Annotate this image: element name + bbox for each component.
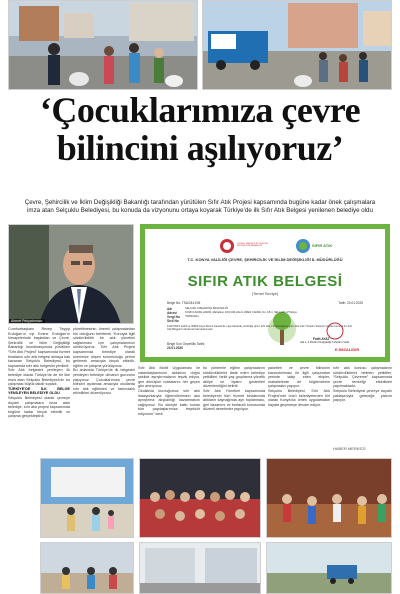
body-column-5 [268,366,330,451]
certificate-body-text: 12/07/2019 tarihli ve 30829 sayılı Resmi Gazete’de yayımlanarak yürürlüğe giren Sıfır Atık Yönetmeliği’ne göre Sıfır Atık Yönetim Sistemi’ni kuran kuruma bu Sıfır Atık Belgesi’n almasına hak kazanmıştır. [167,325,353,332]
bottom-photo-5 [139,542,261,594]
col1-paragraph-3: Selçuklu Belediyesi olarak çevreye duyarlı çalışmalara imza atan belediye, sıfır atık projesi kapsamında bugüne kadar birçok etkinlik ve çalışma gerçekleştirdi. [8,395,70,419]
certificate-signer-title: Vali a. İl Müdürü Değişikliği İl Müdürü Vekili [300,341,350,344]
top-left-photo [8,0,198,90]
certificate-date: Tarih: 23.01.2025 [338,301,363,305]
certificate-signer-name: Fatih AYAZ [313,337,330,341]
top-left-photo-image [9,1,198,90]
col5-paragraph-1: paketleri ve çevre bilincinin kazandırılması ile ilgili çalışmaları yerinde takip eden ekipler, mahallelerde de bilgilendirme çalışmaları yapıyor. [268,366,330,389]
body-column-4 [203,366,265,451]
bottom-photo-2 [139,458,261,538]
portrait-caption: Ahmet Pekyatırmacı [11,319,43,323]
bottom-photo-3-image [267,459,392,538]
certificate-logo-right-text: SIFIR ATIK [312,243,333,248]
body-column-1 [8,327,70,451]
col3-paragraph-1: Sıfır Atık Mobil Uygulaması ile vatandaşlarımızın atıklarını doğru şekilde ayrıştırmalarını teşvik ediyor, geri dönüşüm noktalarını her geçen gün artırıyoruz. [138,366,200,389]
top-right-photo-image [203,1,392,90]
col4-paragraph-2: Sıfır Atık Yönetimi kapsamında belediyenin tüm hizmet binalarında atıkların kaynağında ayrı toplanması, geri kazanımı ve bertarafı konusunda düzenli denetimler yapılıyor. [203,388,265,412]
col1-paragraph-1: Cumhurbaşkanı Recep Tayyip Erdoğan’ın eşi Emine Erdoğan’ın himayelerinde başlatılan ve Çevre, Şehircilik ve İklim Değişikliği Bakanlığı koordinasyonda yürütülen “Sıfır Atık Projesi” kapsamında hizmet binalarını sıfır atık belgesi almaya hak kazanan Selçuklu Belediyesi, bu kapsamda sıfır atık belgesini yeniledi. [8,327,70,368]
certificate-tax-value: 7600001111 [185,315,199,318]
portrait-photo [8,224,134,324]
bottom-photo-4 [40,542,134,594]
headline-line-2: bilincini aşılıyoruz’ [56,128,344,168]
col6-paragraph-2: Selçuklu Belediyesi çevreye duyarlı yaklaşımıyla geleceğe yatırım yapıyor. [333,388,392,403]
certificate-title: SIFIR ATIK BELGESİ [187,273,343,290]
certificate-tax-label: Vergi No [167,315,180,319]
top-right-photo [202,0,392,90]
col6-paragraph-1: sıfır atık konusu çalışmalarını sürdürdüklerini belirten yetkililer, “Selçuklu Çevreme” kapsamında çevre temizliği etkinlikleri yapılmaktadır. [333,366,392,389]
certificate-e-signature: E-İMZALIDIR [335,347,360,352]
body-column-3 [138,366,200,451]
certificate-name-label: Adı [167,307,173,311]
certificate-address-label: Adresi [167,311,177,315]
certificate-registry-label: Sicil No [167,319,179,323]
deck-line-2: imza atan Selçuklu Belediyesi, bu konuda da vizyonunu ortaya koyarak Türkiye’de ilk Sıfır Atık Belgesi yenilenen belediye oldu [27,207,373,214]
col2-paragraph-2: Bu anlamda Türkiye’de ilk belgesini yenileyen belediye olmanın gururunu yaşıyoruz. Çocuklarımıza çevre bilincini aşılamak amacıyla okullarda sıfır atık eğitimleri ve farkındalık etkinlikleri düzenliyoruz. [73,368,135,396]
bottom-photo-1 [40,458,134,538]
body-column-6 [333,366,392,446]
headline-line-1: ‘Çocuklarımıza çevre [39,90,361,130]
bottom-photo-3 [266,458,392,538]
certificate-subtitle: (Temel Seviye) [251,291,279,296]
col4-paragraph-1: bu yöntemle eğitim çalışmalarını sürdürdüklerini ifade eden belediye yetkilileri, farklı yaş gruplarına yönelik atölye ve tiyatro gösterileri düzenlendiğini belirtti. [203,366,265,389]
bottom-photo-4-image [41,543,134,594]
bottom-photo-6 [266,542,392,594]
certificate-logo-left-text: ÇEVRE, ŞEHİRCİLİK VE İKLİM DEĞİŞİKLİĞİ BAKANLIĞI [237,243,268,247]
certificate-number: Belge No: TSA/2441/94 [167,301,201,305]
certificate-header: T.C. KONYA VALİLİĞİ ÇEVRE, ŞEHİRCİLİK VE İKLİM DEĞİŞİKLİĞİ İL MÜDÜRLÜĞÜ [187,257,343,262]
body-column-2 [73,327,135,451]
certificate-name-value: SELÇUKLU BELEDİYE BAŞKANLIĞI [185,307,229,310]
col1-subheading: TÜRKİYE’DE İLK BELGE YENİLEYEN BELEDİYE OLDU [8,386,70,396]
col6-byline: HABER MERKEZİ [333,446,366,451]
bottom-photo-1-image [41,459,134,538]
certificate-address-value: KOMYA AKIFE HANIM, Mahallesi, DOÇ.DR.HALİL ÜREN CADDE. No: 1B-1, SELÇUKLU/Türkiye [185,311,297,314]
col5-paragraph-2: Selçuklu Belediyesi, Sıfır Atık Projesi’nde öncü belediyelerden biri olarak Konya’da örnek uygulamaları hayata geçirmeye devam ediyor. [268,388,330,407]
certificate-validity-date: 23.01.2030 [167,346,183,350]
col1-paragraph-2: Sıfır Atık belgesini yenileyen ilk belediye olarak Türkiye’de de bir ilke imza atan Selçuklu Belediyesi’nin bu çalışması büyük takdir topladı. [8,368,70,387]
bottom-photo-2-image [140,459,261,538]
col3-paragraph-2: Okullarda kurduğumuz sıfır atık istasyonlarıyla öğrencilerimizin atık ayrıştırma alışkanlığı kazanmasını sağlıyoruz. Bu süreçte katkı sunan tüm paydaşlarımıza teşekkür ediyorum” dedi. [138,388,200,416]
deck-line-1: Çevre, Şehircilik ve İklim Değişikliği Bakanlığı tarafından yürütülen Sıfır Atık Projesi kapsamında bugüne kadar önek çalışmalara [24,199,376,206]
bottom-photo-6-image [267,543,392,594]
certificate-inner [145,229,385,357]
portrait-image [9,225,134,324]
certificate-validity-label: Belge Son Geçerlilik Tarihi: [167,342,206,346]
col2-paragraph-1: yönetilmesinin önemli çalışmalardan biri olduğunu belirterek “Konuyla ilgili sürdürülebilir bir atık yönetimi sağlanması için çalışmalarımızı sürdürüyoruz. Sıfır Atık Projesi kapsamında belediye olarak üzerimize düşen sorumluluğu yerine getirmek amacıyla birçok etkinlik, eğitim ve çalışma yürütüyoruz. [73,327,135,368]
certificate [140,224,390,362]
bottom-photo-5-image [140,543,261,594]
